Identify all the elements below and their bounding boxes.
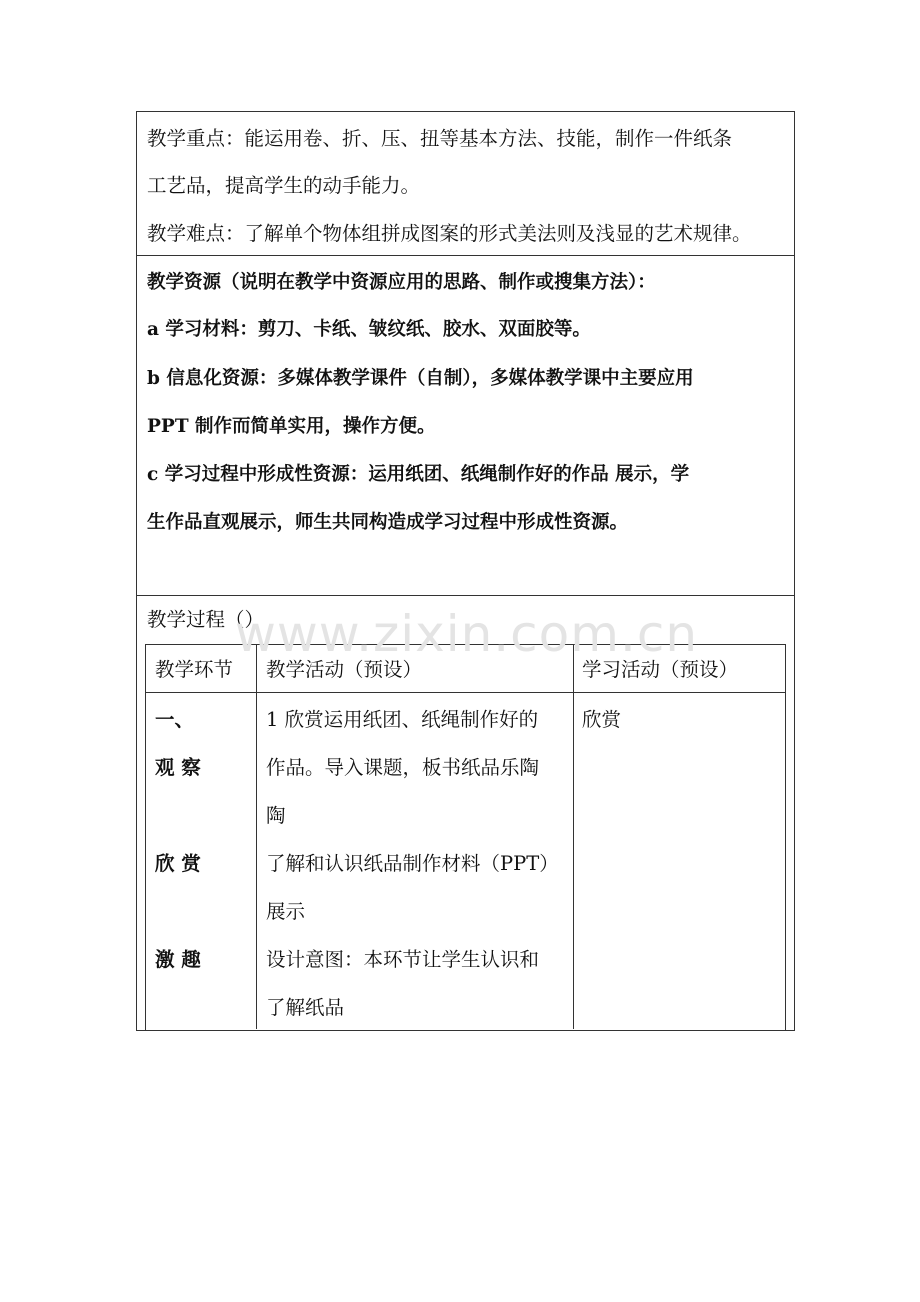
teacher-activity-line: 1 欣赏运用纸团、纸绳制作好的 — [266, 708, 539, 731]
stage-label: 观 察 — [155, 756, 201, 779]
header-stage: 教学环节 — [155, 658, 234, 681]
teaching-process-section — [137, 596, 794, 1030]
lesson-plan-table — [136, 111, 795, 1031]
header-student-activity: 学习活动（预设） — [582, 658, 739, 681]
resources-line: 生作品直观展示，师生共同构造成学习过程中形成性资源。 — [147, 512, 629, 533]
resources-line: b 信息化资源：多媒体教学课件（自制），多媒体教学课中主要应用 — [147, 368, 694, 389]
teacher-activity-line: 陶 — [266, 804, 286, 827]
key-point-line: 工艺品，提高学生的动手能力。 — [147, 174, 421, 197]
stage-label: 激 趣 — [155, 948, 201, 971]
key-point-line: 教学重点：能运用卷、折、压、扭等基本方法、技能，制作一件纸条 — [147, 127, 733, 150]
process-table — [145, 644, 786, 1030]
teacher-activity-line: 展示 — [266, 900, 306, 923]
resources-line: a 学习材料：剪刀、卡纸、皱纹纸、胶水、双面胶等。 — [147, 319, 591, 340]
resources-line: PPT 制作而简单实用，操作方便。 — [147, 416, 436, 437]
stage-label: 一、 — [155, 708, 195, 731]
stage-label: 欣 赏 — [155, 852, 201, 875]
process-title: 教学过程（） — [147, 608, 265, 631]
student-activity: 欣赏 — [582, 708, 622, 731]
teacher-activity-line: 了解和认识纸品制作材料（PPT） — [266, 852, 559, 875]
resources-line: c 学习过程中形成性资源：运用纸团、纸绳制作好的作品 展示，学 — [147, 464, 690, 485]
resources-heading: 教学资源（说明在教学中资源应用的思路、制作或搜集方法）： — [147, 272, 656, 293]
teacher-activity-line: 作品。导入课题，板书纸品乐陶 — [266, 756, 540, 779]
resources-section — [137, 256, 794, 596]
teacher-activity-line: 了解纸品 — [266, 996, 345, 1019]
difficulty-line: 教学难点：了解单个物体组拼成图案的形式美法则及浅显的艺术规律。 — [147, 222, 752, 245]
watermark: www.zixin.com.cn — [235, 605, 699, 663]
teacher-activity-line: 设计意图：本环节让学生认识和 — [266, 948, 540, 971]
key-points-section — [137, 112, 794, 256]
header-teacher-activity: 教学活动（预设） — [266, 658, 423, 681]
